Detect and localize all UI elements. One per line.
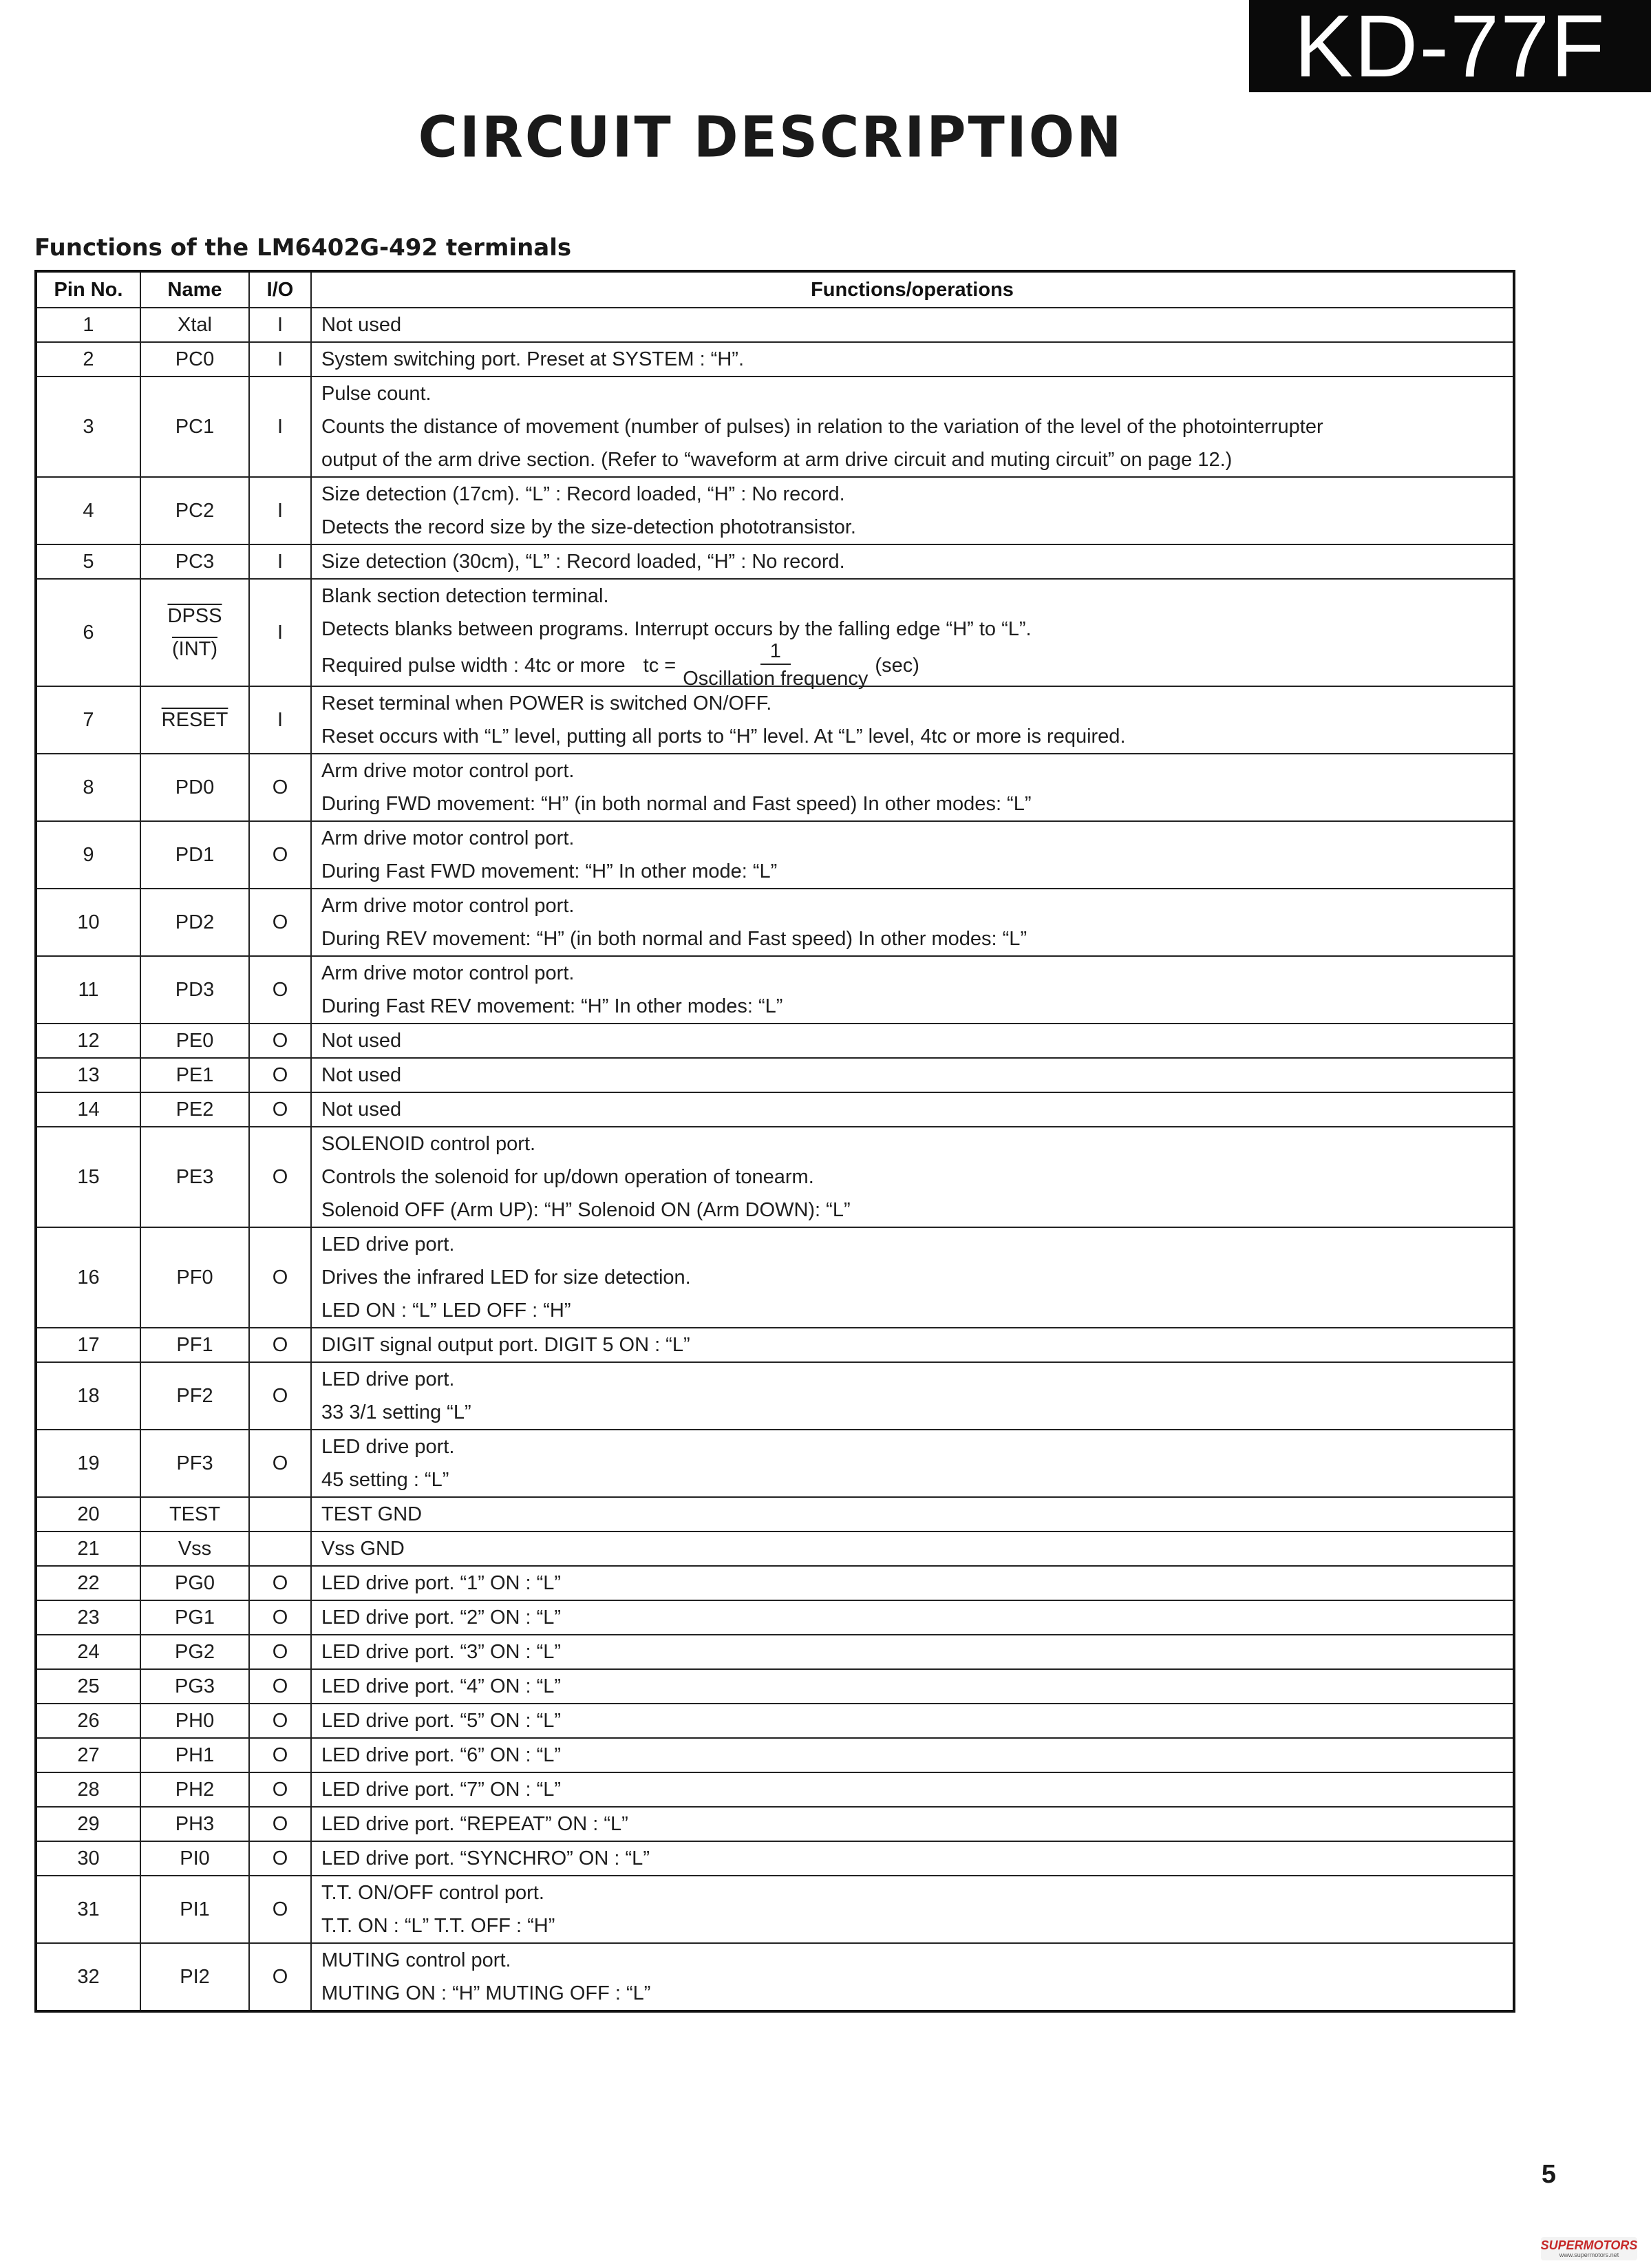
function-cell: [311, 754, 1514, 821]
function-line: During Fast REV movement: “H” In other modes: “L”: [321, 995, 783, 1017]
function-line: LED drive port.: [321, 1436, 455, 1458]
pin-number-cell: 25: [36, 1669, 140, 1704]
pin-name: PI0: [180, 1847, 210, 1869]
pin-name-cell: [140, 1362, 249, 1430]
pin-number-cell: 2: [36, 342, 140, 377]
pin-name-cell: [140, 821, 249, 889]
pin-name: Vss: [178, 1538, 212, 1560]
pin-number-cell: 27: [36, 1738, 140, 1772]
pin-name: PE2: [175, 1099, 214, 1121]
pin-name-cell: [140, 1127, 249, 1227]
function-line: Not used: [321, 1099, 402, 1121]
pin-name-cell: [140, 1600, 249, 1635]
model-badge: KD-77F: [1249, 0, 1651, 92]
pin-name-cell: [140, 1092, 249, 1127]
io-cell: O: [249, 1841, 311, 1876]
page-title: CIRCUIT DESCRIPTION: [418, 105, 1124, 171]
pin-name: PC1: [175, 416, 215, 438]
table-row: [36, 1227, 1514, 1328]
pin-name: PF1: [176, 1334, 213, 1356]
table-row: [36, 1704, 1514, 1738]
io-cell: O: [249, 1092, 311, 1127]
io-cell: I: [249, 477, 311, 544]
pin-number-cell: 22: [36, 1566, 140, 1600]
pin-name-cell: [140, 1227, 249, 1328]
pin-name: PE3: [175, 1166, 214, 1188]
table-row: [36, 1127, 1514, 1227]
function-cell: [311, 1943, 1514, 2011]
function-line: LED drive port. “3” ON : “L”: [321, 1641, 562, 1663]
function-cell: [311, 1092, 1514, 1127]
pin-number-cell: 23: [36, 1600, 140, 1635]
io-cell: O: [249, 821, 311, 889]
pin-name-cell: [140, 686, 249, 754]
pin-name: PE0: [175, 1030, 214, 1052]
function-line: During FWD movement: “H” (in both normal and Fast speed) In other modes: “L”: [321, 793, 1032, 815]
column-header-pin: Pin No.: [36, 271, 140, 308]
pin-name-cell: [140, 1328, 249, 1362]
function-line: System switching port. Preset at SYSTEM : “H”.: [321, 348, 744, 370]
pin-name-cell: [140, 544, 249, 579]
pin-name-cell: [140, 1772, 249, 1807]
function-line: During REV movement: “H” (in both normal and Fast speed) In other modes: “L”: [321, 928, 1027, 950]
pin-name-cell: [140, 1635, 249, 1669]
table-row: [36, 1600, 1514, 1635]
pin-name: PG0: [174, 1572, 215, 1594]
pin-number-cell: 11: [36, 956, 140, 1024]
pin-name: TEST: [169, 1503, 221, 1525]
function-cell: [311, 1738, 1514, 1772]
pin-name-cell: [140, 1876, 249, 1943]
pin-name-cell: [140, 1566, 249, 1600]
pin-name: PC2: [175, 500, 215, 522]
io-cell: O: [249, 1635, 311, 1669]
pin-name-cell: [140, 1943, 249, 2011]
io-cell: [249, 1497, 311, 1532]
function-line: Reset occurs with “L” level, putting all ports to “H” level. At “L” level, 4tc or more is required.: [321, 725, 1126, 748]
pin-name: PD3: [175, 979, 215, 1001]
function-cell: [311, 1227, 1514, 1328]
function-line: LED drive port. “6” ON : “L”: [321, 1744, 562, 1766]
function-line: Vss GND: [321, 1538, 405, 1560]
pin-number-cell: 5: [36, 544, 140, 579]
pin-name-cell: [140, 1024, 249, 1058]
function-cell: [311, 1704, 1514, 1738]
table-row: [36, 1362, 1514, 1430]
io-cell: O: [249, 1704, 311, 1738]
pin-name: Xtal: [178, 314, 212, 336]
function-line: Not used: [321, 314, 402, 336]
io-cell: O: [249, 956, 311, 1024]
pin-number-cell: 29: [36, 1807, 140, 1841]
table-row: [36, 1497, 1514, 1532]
function-cell: [311, 1876, 1514, 1943]
formula-fraction: [683, 639, 868, 692]
io-cell: I: [249, 377, 311, 477]
function-line: Counts the distance of movement (number of pulses) in relation to the variation of the level of the photointerrupter: [321, 416, 1323, 438]
pin-name: PC3: [175, 551, 215, 573]
pin-name: PD1: [175, 844, 215, 866]
pin-name-cell: [140, 1669, 249, 1704]
pin-name-cell: [140, 579, 249, 686]
table-row: [36, 579, 1514, 686]
pin-number-cell: 21: [36, 1532, 140, 1566]
function-line: MUTING control port.: [321, 1949, 511, 1971]
function-cell: [311, 889, 1514, 956]
pin-name: PH3: [175, 1813, 215, 1835]
function-line: 45 setting : “L”: [321, 1469, 449, 1491]
function-line: LED drive port. “REPEAT” ON : “L”: [321, 1813, 628, 1835]
function-cell: [311, 1430, 1514, 1497]
function-line: TEST GND: [321, 1503, 423, 1525]
function-line: Size detection (17cm). “L” : Record loaded, “H” : No record.: [321, 483, 845, 505]
pin-name-cell: [140, 956, 249, 1024]
io-cell: I: [249, 544, 311, 579]
function-line: Controls the solenoid for up/down operation of tonearm.: [321, 1166, 814, 1188]
function-line: LED drive port. “4” ON : “L”: [321, 1675, 562, 1697]
pin-number-cell: 3: [36, 377, 140, 477]
table-row: [36, 1669, 1514, 1704]
pin-name: PG3: [174, 1675, 215, 1697]
io-cell: O: [249, 1058, 311, 1092]
function-cell: [311, 1566, 1514, 1600]
io-cell: O: [249, 1669, 311, 1704]
pin-number-cell: 10: [36, 889, 140, 956]
pin-name-cell: [140, 754, 249, 821]
table-header-row: [36, 271, 1514, 308]
table-row: [36, 1092, 1514, 1127]
function-line: 33 3/1 setting “L”: [321, 1401, 471, 1423]
function-line: Pulse count.: [321, 383, 432, 405]
pin-name: PF2: [176, 1385, 213, 1407]
function-cell: [311, 1772, 1514, 1807]
formula-numerator: 1: [760, 639, 791, 665]
function-line: LED drive port.: [321, 1368, 455, 1390]
table-row: [36, 1738, 1514, 1772]
io-cell: O: [249, 1430, 311, 1497]
formula-tc: tc =: [643, 655, 677, 677]
pin-name-cell: [140, 308, 249, 342]
pin-name: PG1: [174, 1607, 215, 1629]
function-cell: [311, 1328, 1514, 1362]
function-line: Size detection (30cm), “L” : Record loaded, “H” : No record.: [321, 551, 845, 573]
pin-number-cell: 4: [36, 477, 140, 544]
function-line: LED drive port. “1” ON : “L”: [321, 1572, 562, 1594]
pin-number-cell: 13: [36, 1058, 140, 1092]
function-cell: [311, 579, 1514, 690]
io-cell: I: [249, 686, 311, 754]
function-line: LED drive port. “7” ON : “L”: [321, 1779, 562, 1801]
table-body: [36, 308, 1514, 2011]
table-row: [36, 1841, 1514, 1876]
function-line: LED drive port. “SYNCHRO” ON : “L”: [321, 1847, 650, 1869]
io-cell: O: [249, 1566, 311, 1600]
pin-name-cell: [140, 377, 249, 477]
formula-line: [321, 640, 1513, 690]
table-row: [36, 1058, 1514, 1092]
function-line: LED drive port.: [321, 1233, 455, 1255]
function-cell: [311, 477, 1514, 544]
function-line: Arm drive motor control port.: [321, 760, 575, 782]
pin-name-cell: [140, 1058, 249, 1092]
table-row: [36, 1772, 1514, 1807]
formula-denominator: Oscillation frequency: [683, 668, 869, 690]
pin-number-cell: 17: [36, 1328, 140, 1362]
formula-lead: Required pulse width : 4tc or more: [321, 655, 626, 677]
pin-name: PH0: [175, 1710, 215, 1732]
function-line: LED drive port. “5” ON : “L”: [321, 1710, 562, 1732]
function-cell: [311, 821, 1514, 889]
io-cell: O: [249, 1738, 311, 1772]
watermark-site: www.supermotors.net: [1559, 2251, 1619, 2258]
function-line: LED drive port. “2” ON : “L”: [321, 1607, 562, 1629]
pin-name: RESET: [161, 709, 228, 731]
formula-unit: (sec): [875, 655, 919, 677]
column-header-io: I/O: [249, 271, 311, 308]
function-line: output of the arm drive section. (Refer to “waveform at arm drive circuit and muting circuit” on page 12.): [321, 449, 1233, 471]
pin-name-cell: [140, 1497, 249, 1532]
io-cell: O: [249, 1362, 311, 1430]
table-row: [36, 821, 1514, 889]
io-cell: [249, 1532, 311, 1566]
function-cell: [311, 1532, 1514, 1566]
pin-name-cell: [140, 1738, 249, 1772]
function-line: Detects the record size by the size-detection phototransistor.: [321, 516, 856, 538]
pin-number-cell: 30: [36, 1841, 140, 1876]
pin-name-cell: [140, 1807, 249, 1841]
table-row: [36, 477, 1514, 544]
pin-name-cell: [140, 1841, 249, 1876]
function-cell: [311, 342, 1514, 377]
table-row: [36, 342, 1514, 377]
pin-number-cell: 9: [36, 821, 140, 889]
function-line: SOLENOID control port.: [321, 1133, 536, 1155]
page-number: 5: [1541, 2160, 1556, 2189]
io-cell: O: [249, 1127, 311, 1227]
io-cell: O: [249, 1876, 311, 1943]
function-cell: [311, 1841, 1514, 1876]
pin-name-cell: [140, 477, 249, 544]
function-line: LED ON : “L” LED OFF : “H”: [321, 1300, 571, 1322]
pin-name-cell: [140, 1532, 249, 1566]
pin-number-cell: 7: [36, 686, 140, 754]
function-line: Solenoid OFF (Arm UP): “H” Solenoid ON (Arm DOWN): “L”: [321, 1199, 851, 1221]
pin-number-cell: 15: [36, 1127, 140, 1227]
function-line: T.T. ON : “L” T.T. OFF : “H”: [321, 1915, 555, 1937]
pin-number-cell: 16: [36, 1227, 140, 1328]
io-cell: O: [249, 1024, 311, 1058]
pin-name: DPSS: [167, 605, 222, 627]
pin-name-cell: [140, 1430, 249, 1497]
pin-name: PG2: [174, 1641, 215, 1663]
io-cell: O: [249, 1600, 311, 1635]
table-title: Functions of the LM6402G-492 terminals: [34, 234, 572, 262]
function-line: During Fast FWD movement: “H” In other mode: “L”: [321, 860, 778, 882]
table-row: [36, 1328, 1514, 1362]
io-cell: I: [249, 342, 311, 377]
table-row: [36, 1430, 1514, 1497]
function-cell: [311, 1600, 1514, 1635]
function-cell: [311, 544, 1514, 579]
function-line: Reset terminal when POWER is switched ON/OFF.: [321, 692, 772, 714]
pin-name-cell: [140, 1704, 249, 1738]
function-line: Drives the infrared LED for size detection.: [321, 1267, 691, 1289]
function-cell: [311, 1127, 1514, 1227]
pin-number-cell: 32: [36, 1943, 140, 2011]
table-row: [36, 1943, 1514, 2011]
table-row: [36, 1635, 1514, 1669]
pin-number-cell: 8: [36, 754, 140, 821]
function-cell: [311, 1058, 1514, 1092]
table-row: [36, 1532, 1514, 1566]
table-row: [36, 1566, 1514, 1600]
pin-name-alt: (INT): [171, 638, 218, 660]
function-cell: [311, 1669, 1514, 1704]
table-row: [36, 544, 1514, 579]
formula: [643, 639, 919, 692]
pin-number-cell: 1: [36, 308, 140, 342]
function-line: Not used: [321, 1030, 402, 1052]
io-cell: O: [249, 1772, 311, 1807]
io-cell: O: [249, 754, 311, 821]
pin-name: PD2: [175, 911, 215, 933]
pin-name-cell: [140, 889, 249, 956]
table-row: [36, 377, 1514, 477]
io-cell: I: [249, 579, 311, 686]
function-line: T.T. ON/OFF control port.: [321, 1882, 544, 1904]
column-header-functions: Functions/operations: [311, 271, 1514, 308]
watermark-brand: SUPERMOTORS: [1540, 2238, 1638, 2252]
pin-name: PC0: [175, 348, 215, 370]
table-row: [36, 1876, 1514, 1943]
function-line: MUTING ON : “H” MUTING OFF : “L”: [321, 1982, 651, 2004]
pin-name: PH1: [175, 1744, 215, 1766]
function-line: Arm drive motor control port.: [321, 895, 575, 917]
function-cell: [311, 1362, 1514, 1430]
pin-name: PD0: [175, 776, 215, 798]
function-line: DIGIT signal output port. DIGIT 5 ON : “L”: [321, 1334, 690, 1356]
table-row: [36, 889, 1514, 956]
pin-number-cell: 26: [36, 1704, 140, 1738]
io-cell: O: [249, 1227, 311, 1328]
pin-number-cell: 24: [36, 1635, 140, 1669]
function-cell: [311, 1635, 1514, 1669]
pin-number-cell: 12: [36, 1024, 140, 1058]
io-cell: I: [249, 308, 311, 342]
function-line: Detects blanks between programs. Interrupt occurs by the falling edge “H” to “L”.: [321, 618, 1032, 640]
function-line: Blank section detection terminal.: [321, 585, 609, 607]
pin-number-cell: 19: [36, 1430, 140, 1497]
table-row: [36, 1024, 1514, 1058]
function-line: Arm drive motor control port.: [321, 827, 575, 849]
table-row: [36, 686, 1514, 754]
table-row: [36, 308, 1514, 342]
pin-name: PF0: [176, 1267, 213, 1289]
table-row: [36, 956, 1514, 1024]
pin-number-cell: 14: [36, 1092, 140, 1127]
io-cell: O: [249, 1807, 311, 1841]
pin-name-cell: [140, 342, 249, 377]
function-cell: [311, 956, 1514, 1024]
pin-name: PE1: [175, 1064, 214, 1086]
pin-name: PF3: [176, 1452, 213, 1474]
io-cell: O: [249, 889, 311, 956]
table-row: [36, 1807, 1514, 1841]
watermark-logo: [1541, 2237, 1637, 2260]
pin-number-cell: 31: [36, 1876, 140, 1943]
function-cell: [311, 1807, 1514, 1841]
function-cell: [311, 686, 1514, 754]
io-cell: O: [249, 1328, 311, 1362]
pin-name: PI2: [180, 1966, 210, 1988]
pin-number-cell: 18: [36, 1362, 140, 1430]
column-header-name: Name: [140, 271, 249, 308]
pin-number-cell: 20: [36, 1497, 140, 1532]
pin-number-cell: 28: [36, 1772, 140, 1807]
function-line: Not used: [321, 1064, 402, 1086]
pin-name: PI1: [180, 1898, 210, 1920]
function-line: Arm drive motor control port.: [321, 962, 575, 984]
function-cell: [311, 1024, 1514, 1058]
terminal-functions-table: [34, 270, 1515, 2013]
io-cell: O: [249, 1943, 311, 2011]
function-cell: [311, 308, 1514, 342]
pin-number-cell: 6: [36, 579, 140, 686]
pin-name: PH2: [175, 1779, 215, 1801]
table-row: [36, 754, 1514, 821]
function-cell: [311, 1497, 1514, 1532]
function-cell: [311, 377, 1514, 477]
